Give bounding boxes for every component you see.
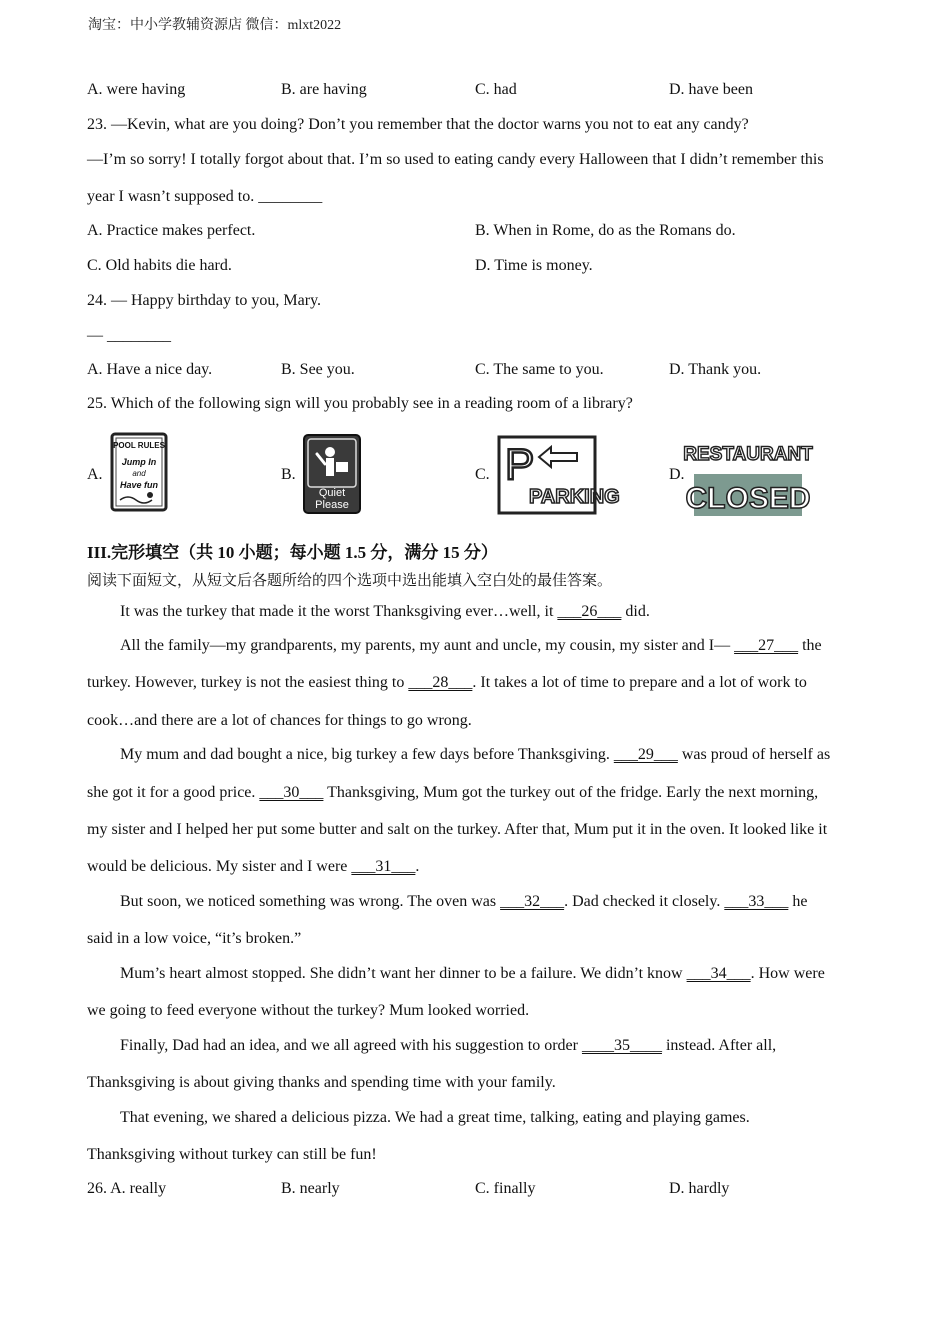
closed-text: CLOSED (685, 482, 811, 515)
q25-label-a: A. (87, 466, 103, 483)
page-header: 淘宝：中小学教辅资源店 微信：mlxt2022 (88, 18, 342, 33)
blank-29: ___29___ (613, 746, 678, 763)
passage-line: cook…and there are a lot of chances for things to go wrong. (87, 712, 472, 729)
passage-paragraph-4: But soon, we noticed something was wrong. The oven was ___32___. Dad checked it closely. ___33___ he (120, 893, 808, 910)
parking-text: PARKING (529, 486, 620, 508)
q26-option-c: C. finally (475, 1180, 536, 1197)
q23-question: 23. —Kevin, what are you doing? Don’t you remember that the doctor warns you not to eat any candy? (87, 116, 749, 133)
q23-response: —I’m so sorry! I totally forgot about that. I’m so used to eating candy every Halloween that I didn’t remember this (87, 151, 824, 168)
pool-rules-sign (110, 432, 168, 512)
q25-question: 25. Which of the following sign will you probably see in a reading room of a library? (87, 395, 633, 412)
passage-line: my sister and I helped her put some butter and salt on the turkey. After that, Mum put it in the oven. It looked like it (87, 821, 828, 838)
blank-30: ___30___ (259, 784, 324, 801)
blank-35: ____35____ (581, 1037, 662, 1054)
parking-sign (497, 435, 620, 515)
q23-option-b: B. When in Rome, do as the Romans do. (475, 222, 736, 239)
svg-text:Have fun: Have fun (119, 480, 159, 490)
q22-option-d: D. have been (669, 81, 753, 98)
q24-response: — ________ (87, 327, 171, 344)
q25-label-d: D. (669, 466, 685, 483)
section-title: III.完形填空（共 10 小题；每小题 1.5 分，满分 15 分） (87, 543, 498, 562)
passage-line: said in a low voice, “it’s broken.” (87, 930, 302, 947)
restaurant-text: RESTAURANT (683, 444, 813, 465)
q23-option-a: A. Practice makes perfect. (87, 222, 256, 239)
passage-paragraph-1: It was the turkey that made it the worst Thanksgiving ever…well, it ___26___ did. (120, 603, 650, 620)
pool-rules-text: POOL RULES (113, 441, 165, 450)
blank-34: ___34___ (686, 965, 751, 982)
restaurant-closed-sign (683, 430, 813, 516)
blank-32: ___32___ (500, 893, 565, 910)
quiet-text: Quiet (318, 487, 346, 499)
passage-line: turkey. However, turkey is not the easiest thing to ___28___. It takes a lot of time to prepare and a lot of work to (87, 674, 807, 691)
q25-label-b: B. (281, 466, 296, 483)
q23-option-d: D. Time is money. (475, 257, 593, 274)
passage-line: would be delicious. My sister and I were ___31___. (87, 858, 420, 875)
passage-line: we going to feed everyone without the turkey? Mum looked worried. (87, 1002, 530, 1019)
q23-option-c: C. Old habits die hard. (87, 257, 232, 274)
q26-option-b: B. nearly (281, 1180, 340, 1197)
passage-paragraph-7: That evening, we shared a delicious pizza. We had a great time, talking, eating and playing games. (120, 1109, 750, 1126)
q22-option-b: B. are having (281, 81, 367, 98)
q22-option-a: A. were having (87, 81, 186, 98)
passage-paragraph-6: Finally, Dad had an idea, and we all agreed with his suggestion to order ____35____ instead. After all, (120, 1037, 777, 1054)
passage-line: Thanksgiving is about giving thanks and spending time with your family. (87, 1074, 556, 1091)
section-instruction: 阅读下面短文，从短文后各题所给的四个选项中选出能填入空白处的最佳答案。 (87, 573, 613, 589)
q23-response-end: year I wasn’t supposed to. ________ (87, 188, 323, 205)
quiet-please-sign (303, 434, 361, 514)
passage-paragraph-3: My mum and dad bought a nice, big turkey a few days before Thanksgiving. ___29___ was proud of herself as (120, 746, 831, 763)
blank-33: ___33___ (724, 893, 789, 910)
passage-line: she got it for a good price. ___30___ Thanksgiving, Mum got the turkey out of the fridge. Early the next morning, (87, 784, 819, 801)
q24-question: 24. — Happy birthday to you, Mary. (87, 292, 322, 309)
q26-option-d: D. hardly (669, 1180, 730, 1197)
q24-option-c: C. The same to you. (475, 361, 604, 378)
q25-label-c: C. (475, 466, 490, 483)
passage-paragraph-5: Mum’s heart almost stopped. She didn’t want her dinner to be a failure. We didn’t know ___34___. How were (120, 965, 825, 982)
svg-text:and: and (132, 469, 146, 478)
blank-28: ___28___ (408, 674, 473, 691)
q22-option-c: C. had (475, 81, 517, 98)
passage-paragraph-2: All the family—my grandparents, my parents, my aunt and uncle, my cousin, my sister and I— ___27___ the (120, 637, 822, 654)
blank-31: ___31___ (351, 858, 416, 875)
q24-option-b: B. See you. (281, 361, 355, 378)
q24-option-a: A. Have a nice day. (87, 361, 213, 378)
please-text: Please (315, 499, 349, 511)
q26-option-a: 26. A. really (87, 1180, 167, 1197)
blank-27: ___27___ (734, 637, 799, 654)
parking-p-letter: P (505, 440, 535, 489)
passage-line: Thanksgiving without turkey can still be fun! (87, 1146, 377, 1163)
svg-text:Jump In: Jump In (121, 457, 157, 467)
blank-26: ___26___ (557, 603, 622, 620)
q24-option-d: D. Thank you. (669, 361, 762, 378)
